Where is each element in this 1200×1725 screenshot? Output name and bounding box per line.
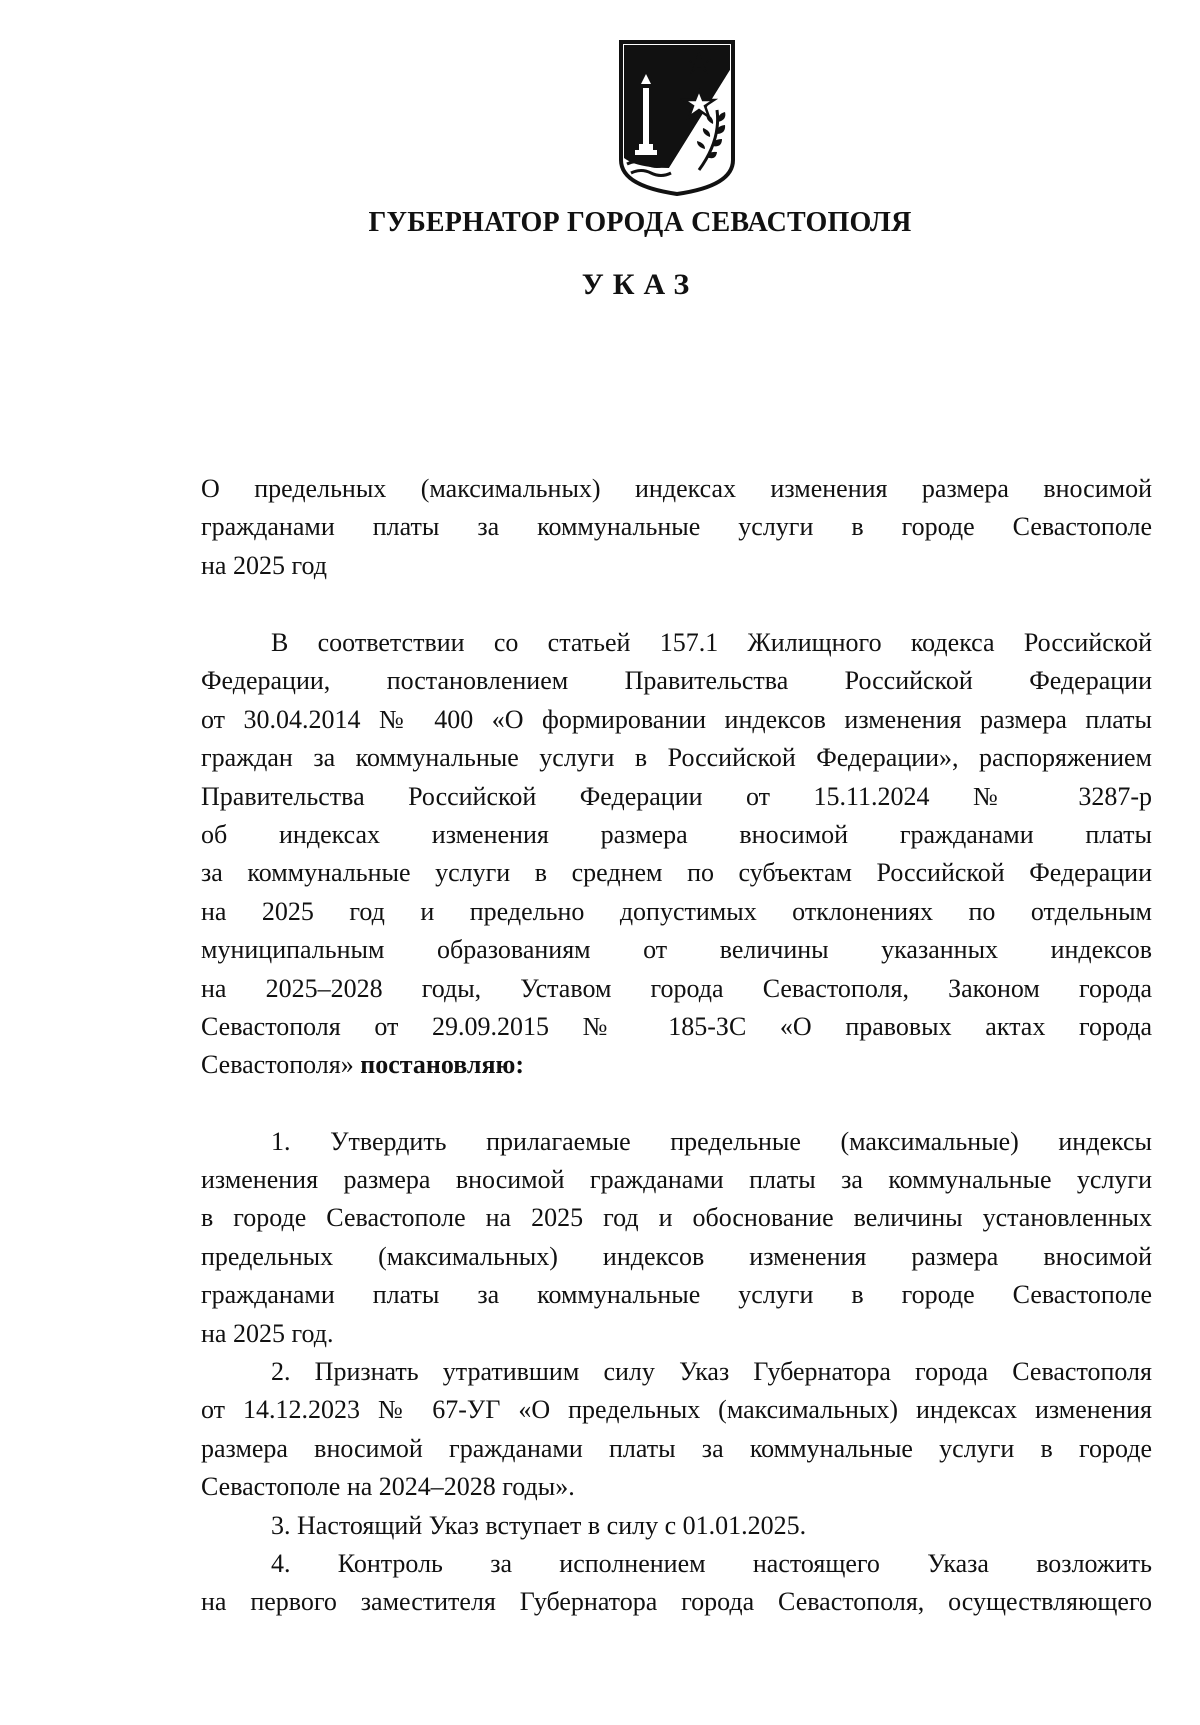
body-line: в городе Севастополе на 2025 год и обоснование величины установленных <box>201 1203 1152 1233</box>
body-line: граждан за коммунальные услуги в Российской Федерации», распоряжением <box>201 743 1152 773</box>
body-line: Правительства Российской Федерации от 15.11.2024 № 3287-р <box>201 781 1152 811</box>
body-line: 2. Признать утратившим силу Указ Губернатора города Севастополя <box>271 1357 1152 1387</box>
preamble-last-text: Севастополя» <box>201 1050 354 1080</box>
body-line: на первого заместителя Губернатора города Севастополя, осуществляющего <box>201 1587 1152 1617</box>
body-line: об индексах изменения размера вносимой гражданами платы <box>201 819 1152 849</box>
item-1 <box>201 1123 1152 1353</box>
body-line: В соответствии со статьей 157.1 Жилищного кодекса Российской <box>271 628 1152 657</box>
body-line: изменения размера вносимой гражданами платы за коммунальные услуги <box>201 1165 1152 1195</box>
title-line: О предельных (максимальных) индексах изменения размера вносимой <box>201 474 1152 503</box>
document-type: УКАЗ <box>581 268 699 301</box>
preamble-paragraph <box>201 624 1152 1085</box>
body-line: от 14.12.2023 № 67-УГ «О предельных (максимальных) индексах изменения <box>201 1395 1152 1425</box>
body-line: предельных (максимальных) индексов изменения размера вносимой <box>201 1241 1152 1271</box>
document-body <box>201 624 1152 1622</box>
body-line: на 2025–2028 годы, Уставом города Севастополя, Законом города <box>201 973 1152 1003</box>
body-line: 1. Утвердить прилагаемые предельные (максимальные) индексы <box>271 1126 1152 1156</box>
issuing-authority: ГУБЕРНАТОР ГОРОДА СЕВАСТОПОЛЯ <box>368 207 912 238</box>
body-line: муниципальным образованиям от величины указанных индексов <box>201 935 1152 965</box>
body-line: на 2025 год. <box>201 1318 334 1348</box>
body-line: Федерации, постановлением Правительства Российской Федерации <box>201 666 1152 696</box>
item-4 <box>201 1545 1152 1622</box>
paragraph-gap <box>201 1085 1152 1123</box>
body-line: 4. Контроль за исполнением настоящего Указа возложить <box>271 1548 1152 1578</box>
body-line: размера вносимой гражданами платы за коммунальные услуги в городе <box>201 1433 1152 1463</box>
body-line: 3. Настоящий Указ вступает в силу с 01.01.2025. <box>271 1510 807 1540</box>
item-2 <box>201 1353 1152 1507</box>
body-line: Севастополе на 2024–2028 годы». <box>201 1472 575 1502</box>
item-3 <box>201 1507 1152 1545</box>
body-line <box>201 1046 1152 1084</box>
body-line: от 30.04.2014 № 400 «О формировании индексов изменения размера платы <box>201 704 1152 734</box>
title-line: на 2025 год <box>201 550 327 580</box>
document-title <box>201 470 1152 585</box>
body-line: на 2025 год и предельно допустимых отклонениях по отдельным <box>201 896 1152 926</box>
decree-word: постановляю: <box>360 1050 525 1080</box>
body-line: гражданами платы за коммунальные услуги в городе Севастополе <box>201 1280 1152 1310</box>
body-line: за коммунальные услуги в среднем по субъектам Российской Федерации <box>201 858 1152 888</box>
coat-of-arms-icon <box>617 40 737 196</box>
body-line: Севастополя от 29.09.2015 № 185-ЗС «О правовых актах города <box>201 1011 1152 1041</box>
title-line: гражданами платы за коммунальные услуги в городе Севастополе <box>201 512 1152 542</box>
